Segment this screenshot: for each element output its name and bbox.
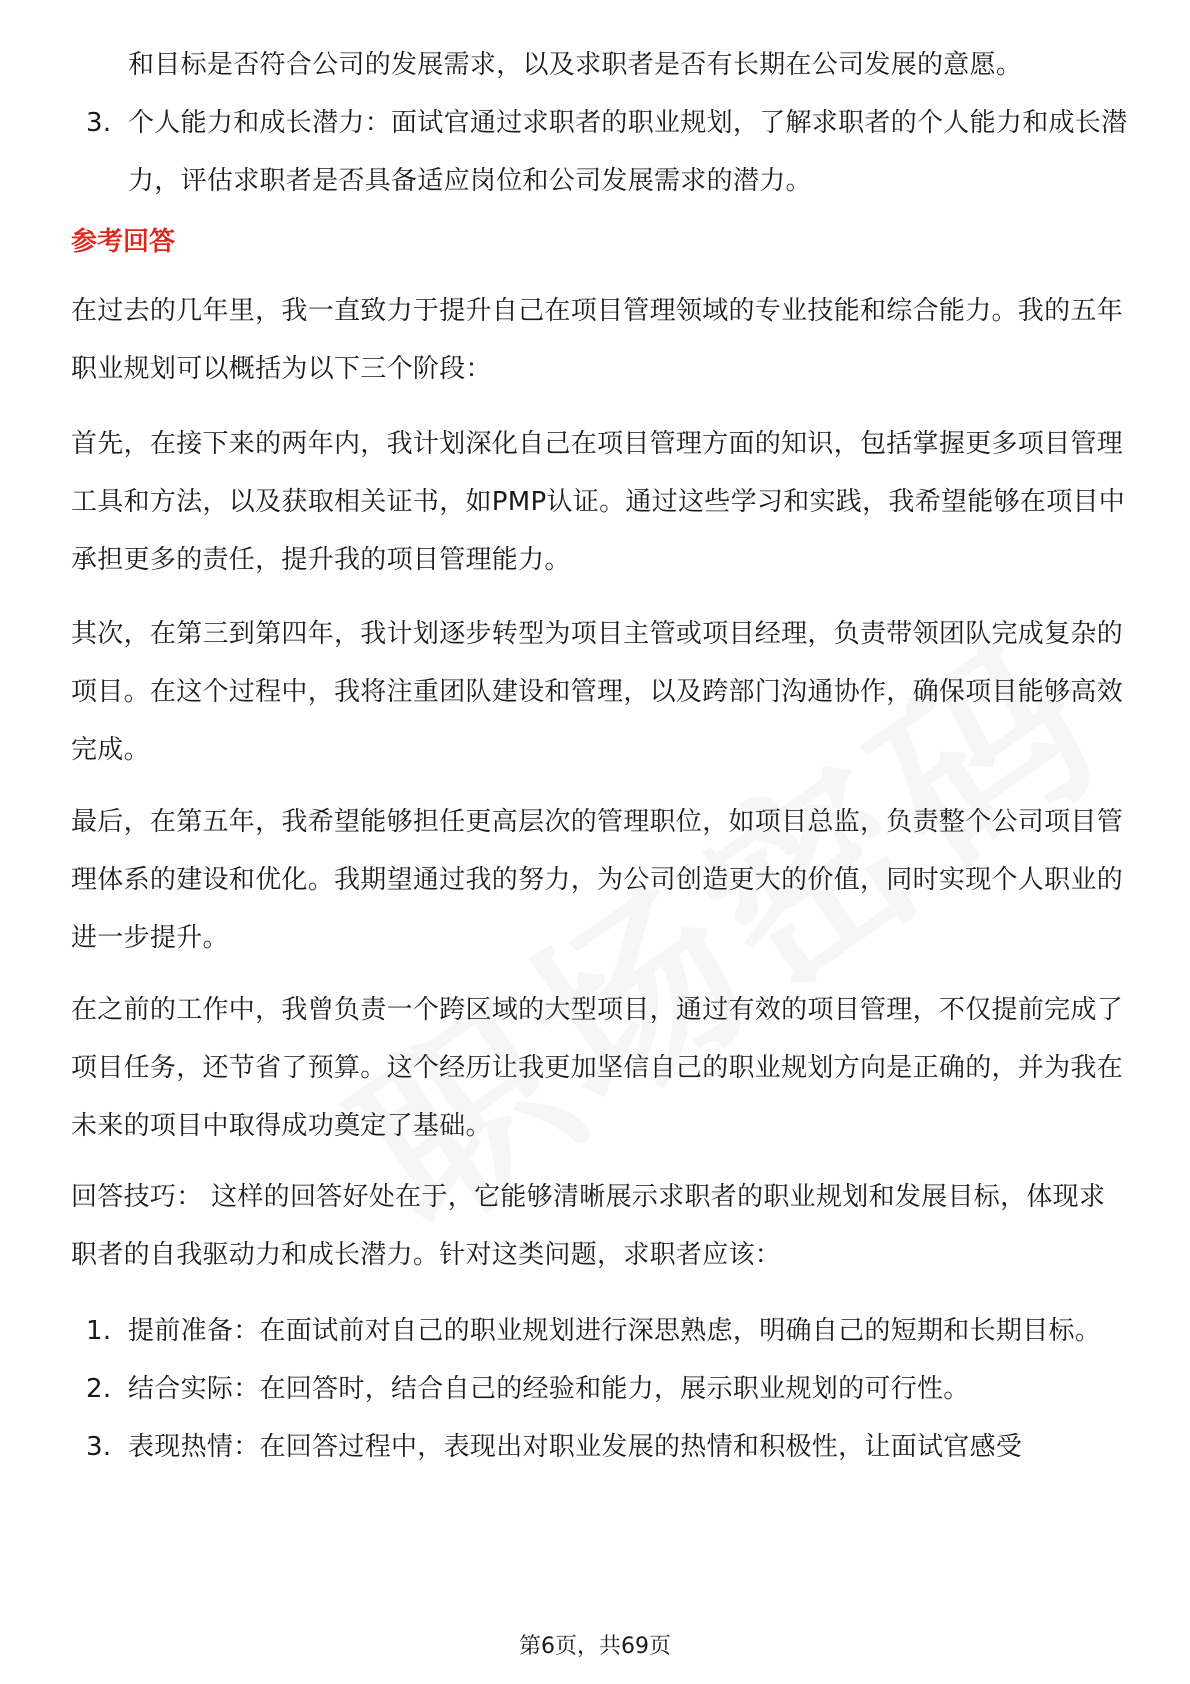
list-item-text: 提前准备：在面试前对自己的职业规划进行深思熟虑，明确自己的短期和长期目标。: [128, 1316, 1102, 1346]
list-item-text: 结合实际：在回答时，结合自己的经验和能力，展示职业规划的可行性。: [128, 1374, 970, 1404]
list-item-number: 3.: [86, 108, 112, 138]
paragraph: 首先，在接下来的两年内，我计划深化自己在项目管理方面的知识，包括掌握更多项目管理工具和方法，以及获取相关证书，如PMP认证。通过这些学习和实践，我希望能够在项目中承担更多的责任，提升我的项目管理能力。: [71, 429, 1126, 575]
paragraph: 回答技巧： 这样的回答好处在于，它能够清晰展示求职者的职业规划和发展目标，体现求职者的自我驱动力和成长潜力。针对这类问题，求职者应该：: [71, 1182, 1106, 1270]
list-item-number: 3.: [86, 1432, 112, 1462]
list-item: [71, 1302, 1131, 1360]
list-item-text: 和目标是否符合公司的发展需求，以及求职者是否有长期在公司发展的意愿。: [128, 50, 1023, 80]
page-footer: 第6页，共69页: [519, 1634, 671, 1659]
list-item-text: 个人能力和成长潜力：面试官通过求职者的职业规划，了解求职者的个人能力和成长潜力，评估求职者是否具备适应岗位和公司发展需求的潜力。: [128, 108, 1128, 196]
paragraph: 最后，在第五年，我希望能够担任更高层次的管理职位，如项目总监，负责整个公司项目管理体系的建设和优化。我期望通过我的努力，为公司创造更大的价值，同时实现个人职业的进一步提升。: [71, 807, 1124, 953]
list-item-text: 表现热情：在回答过程中，表现出对职业发展的热情和积极性，让面试官感受: [128, 1432, 1023, 1462]
list-item: [71, 94, 1131, 210]
list-item-continuation: [71, 36, 1131, 94]
intro-list: [71, 36, 1131, 210]
paragraph: 在之前的工作中，我曾负责一个跨区域的大型项目，通过有效的项目管理，不仅提前完成了项目任务，还节省了预算。这个经历让我更加坚信自己的职业规划方向是正确的，并为我在未来的项目中取得成功奠定了基础。: [71, 995, 1124, 1141]
list-item: [71, 1418, 1131, 1476]
list-item-number: 2.: [86, 1374, 112, 1404]
list-item: [71, 1360, 1131, 1418]
paragraph: 其次，在第三到第四年，我计划逐步转型为项目主管或项目经理，负责带领团队完成复杂的项目。在这个过程中，我将注重团队建设和管理，以及跨部门沟通协作，确保项目能够高效完成。: [71, 619, 1124, 765]
list-item-number: 1.: [86, 1316, 112, 1346]
tips-list: [71, 1302, 1131, 1476]
section-heading: 参考回答: [71, 227, 176, 257]
paragraph: 在过去的几年里，我一直致力于提升自己在项目管理领域的专业技能和综合能力。我的五年职业规划可以概括为以下三个阶段：: [71, 296, 1124, 384]
